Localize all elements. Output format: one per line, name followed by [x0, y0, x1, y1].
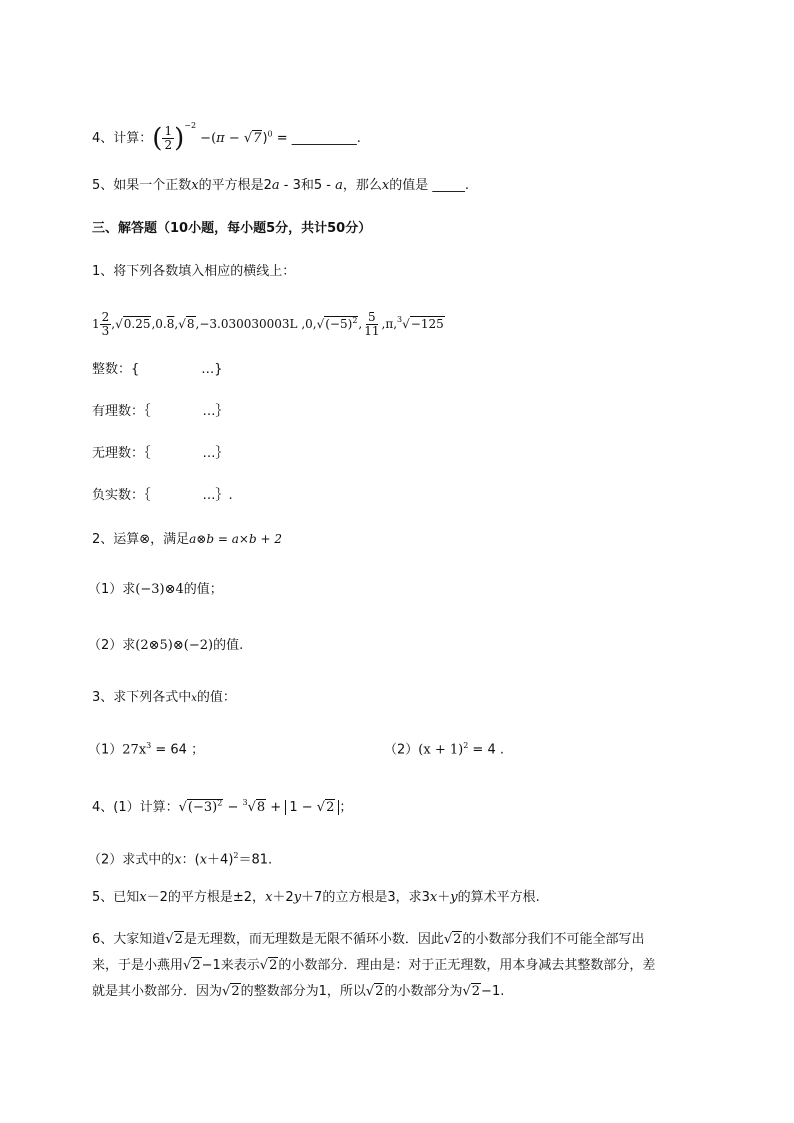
problem-6-line-1: 6、大家知道√2是无理数，而无理数是无限不循环小数．因此√2的小数部分我们不可能全部写出 — [92, 932, 645, 947]
sqrt-2: √2 — [462, 984, 481, 999]
question-4: 4、计算：( $\frac{1}{2}$ )$^{-2} -(\pi - √7)^0$ = __________. — [92, 121, 361, 154]
problem-5: 5、已知x－2的平方根是±2，x＋2y＋7的立方根是3，求3x＋y的算术平方根. — [92, 890, 540, 905]
category-rationals: 有理数：｛ …｝ — [92, 404, 229, 419]
problem-1-numbers: 1 $\frac{2}{3}$ ,√0.25,0.8,√8,−3.030030003L $,0,√(-5)^2$, $\frac{5}{11}$ ,π,$^3$√−125 — [92, 310, 444, 338]
sqrt-2: √2 — [259, 958, 278, 973]
question-label: 计算： — [113, 131, 153, 146]
left-paren: ( — [152, 123, 163, 154]
problem-2-part-1: （1）求(−3)⊗4的值； — [88, 582, 223, 597]
question-number: 4、 — [92, 131, 114, 146]
sqrt: $√(-5)^2$ — [316, 316, 358, 331]
exponent: −2 — [184, 121, 197, 130]
sqrt: √8 — [178, 317, 195, 331]
category-integers: 整数：{ …} — [92, 362, 223, 377]
problem-1-stem: 1、将下列各数填入相应的横线上： — [92, 264, 296, 279]
problem-3-part-2: $(2)(x + 1)^2 = 4$ . — [384, 741, 504, 758]
right-paren: ) — [174, 123, 185, 154]
problem-3-part-1: $(1)27x^3 = 64$ ； — [88, 741, 205, 758]
problem-6-line-2: 来，于是小燕用√2−1来表示√2的小数部分．理由是：对于正无理数，用本身减去其整数部分，差 — [92, 958, 656, 973]
cube-root: √8 — [247, 800, 266, 815]
sqrt-2: √2 — [165, 932, 183, 947]
mixed-fraction: $\frac{2}{3}$ — [101, 310, 110, 338]
problem-2-part-2: （2）求(2⊗5)⊗(−2)的值. — [88, 638, 244, 653]
fraction: $\frac{5}{11}$ — [364, 310, 380, 338]
sqrt-2: √2 — [365, 984, 384, 999]
problem-2-stem: 2、运算⊗，满足a⊗b = a×b + 2 — [92, 532, 282, 547]
sqrt: $√(-3)^2$ — [178, 798, 223, 815]
problem-4-part-2: （2）求式中的x：$(x+4)^2=81$. — [88, 851, 273, 868]
problem-3-stem: 3、求下列各式中x的值： — [92, 690, 236, 705]
section-heading: 三、解答题（10小题，每小题5分，共计50分） — [92, 221, 372, 236]
sqrt-2: √2 — [443, 932, 462, 947]
fraction: $\frac{1}{2}$ — [164, 124, 173, 152]
cube-root: √−125 — [402, 317, 444, 331]
category-negative-reals: 负实数：｛ …｝. — [92, 488, 233, 503]
category-irrationals: 无理数：｛ …｝ — [92, 446, 229, 461]
sqrt: √2 — [316, 800, 335, 815]
sqrt: √0.25 — [115, 317, 151, 331]
sqrt: √7 — [243, 131, 262, 146]
repeating-digit: 8 — [166, 317, 175, 331]
operation-definition: a⊗b = a×b + 2 — [189, 532, 282, 546]
question-5: 5、如果一个正数x的平方根是2a - 3和5 - a，那么x的值是 _____. — [92, 178, 470, 193]
problem-6-line-3: 就是其小数部分．因为√2的整数部分为1，所以√2的小数部分为√2−1. — [92, 984, 505, 999]
problem-4-part-1: 4、(1）计算：$√(-3)^2 - ^3√8 + 1 - √2$ ； — [92, 798, 353, 815]
sqrt-2: √2 — [183, 958, 201, 973]
answer-blank: = __________. — [272, 131, 361, 146]
absolute-value: 1 − √2 — [285, 800, 339, 815]
sqrt-2: √2 — [222, 984, 240, 999]
